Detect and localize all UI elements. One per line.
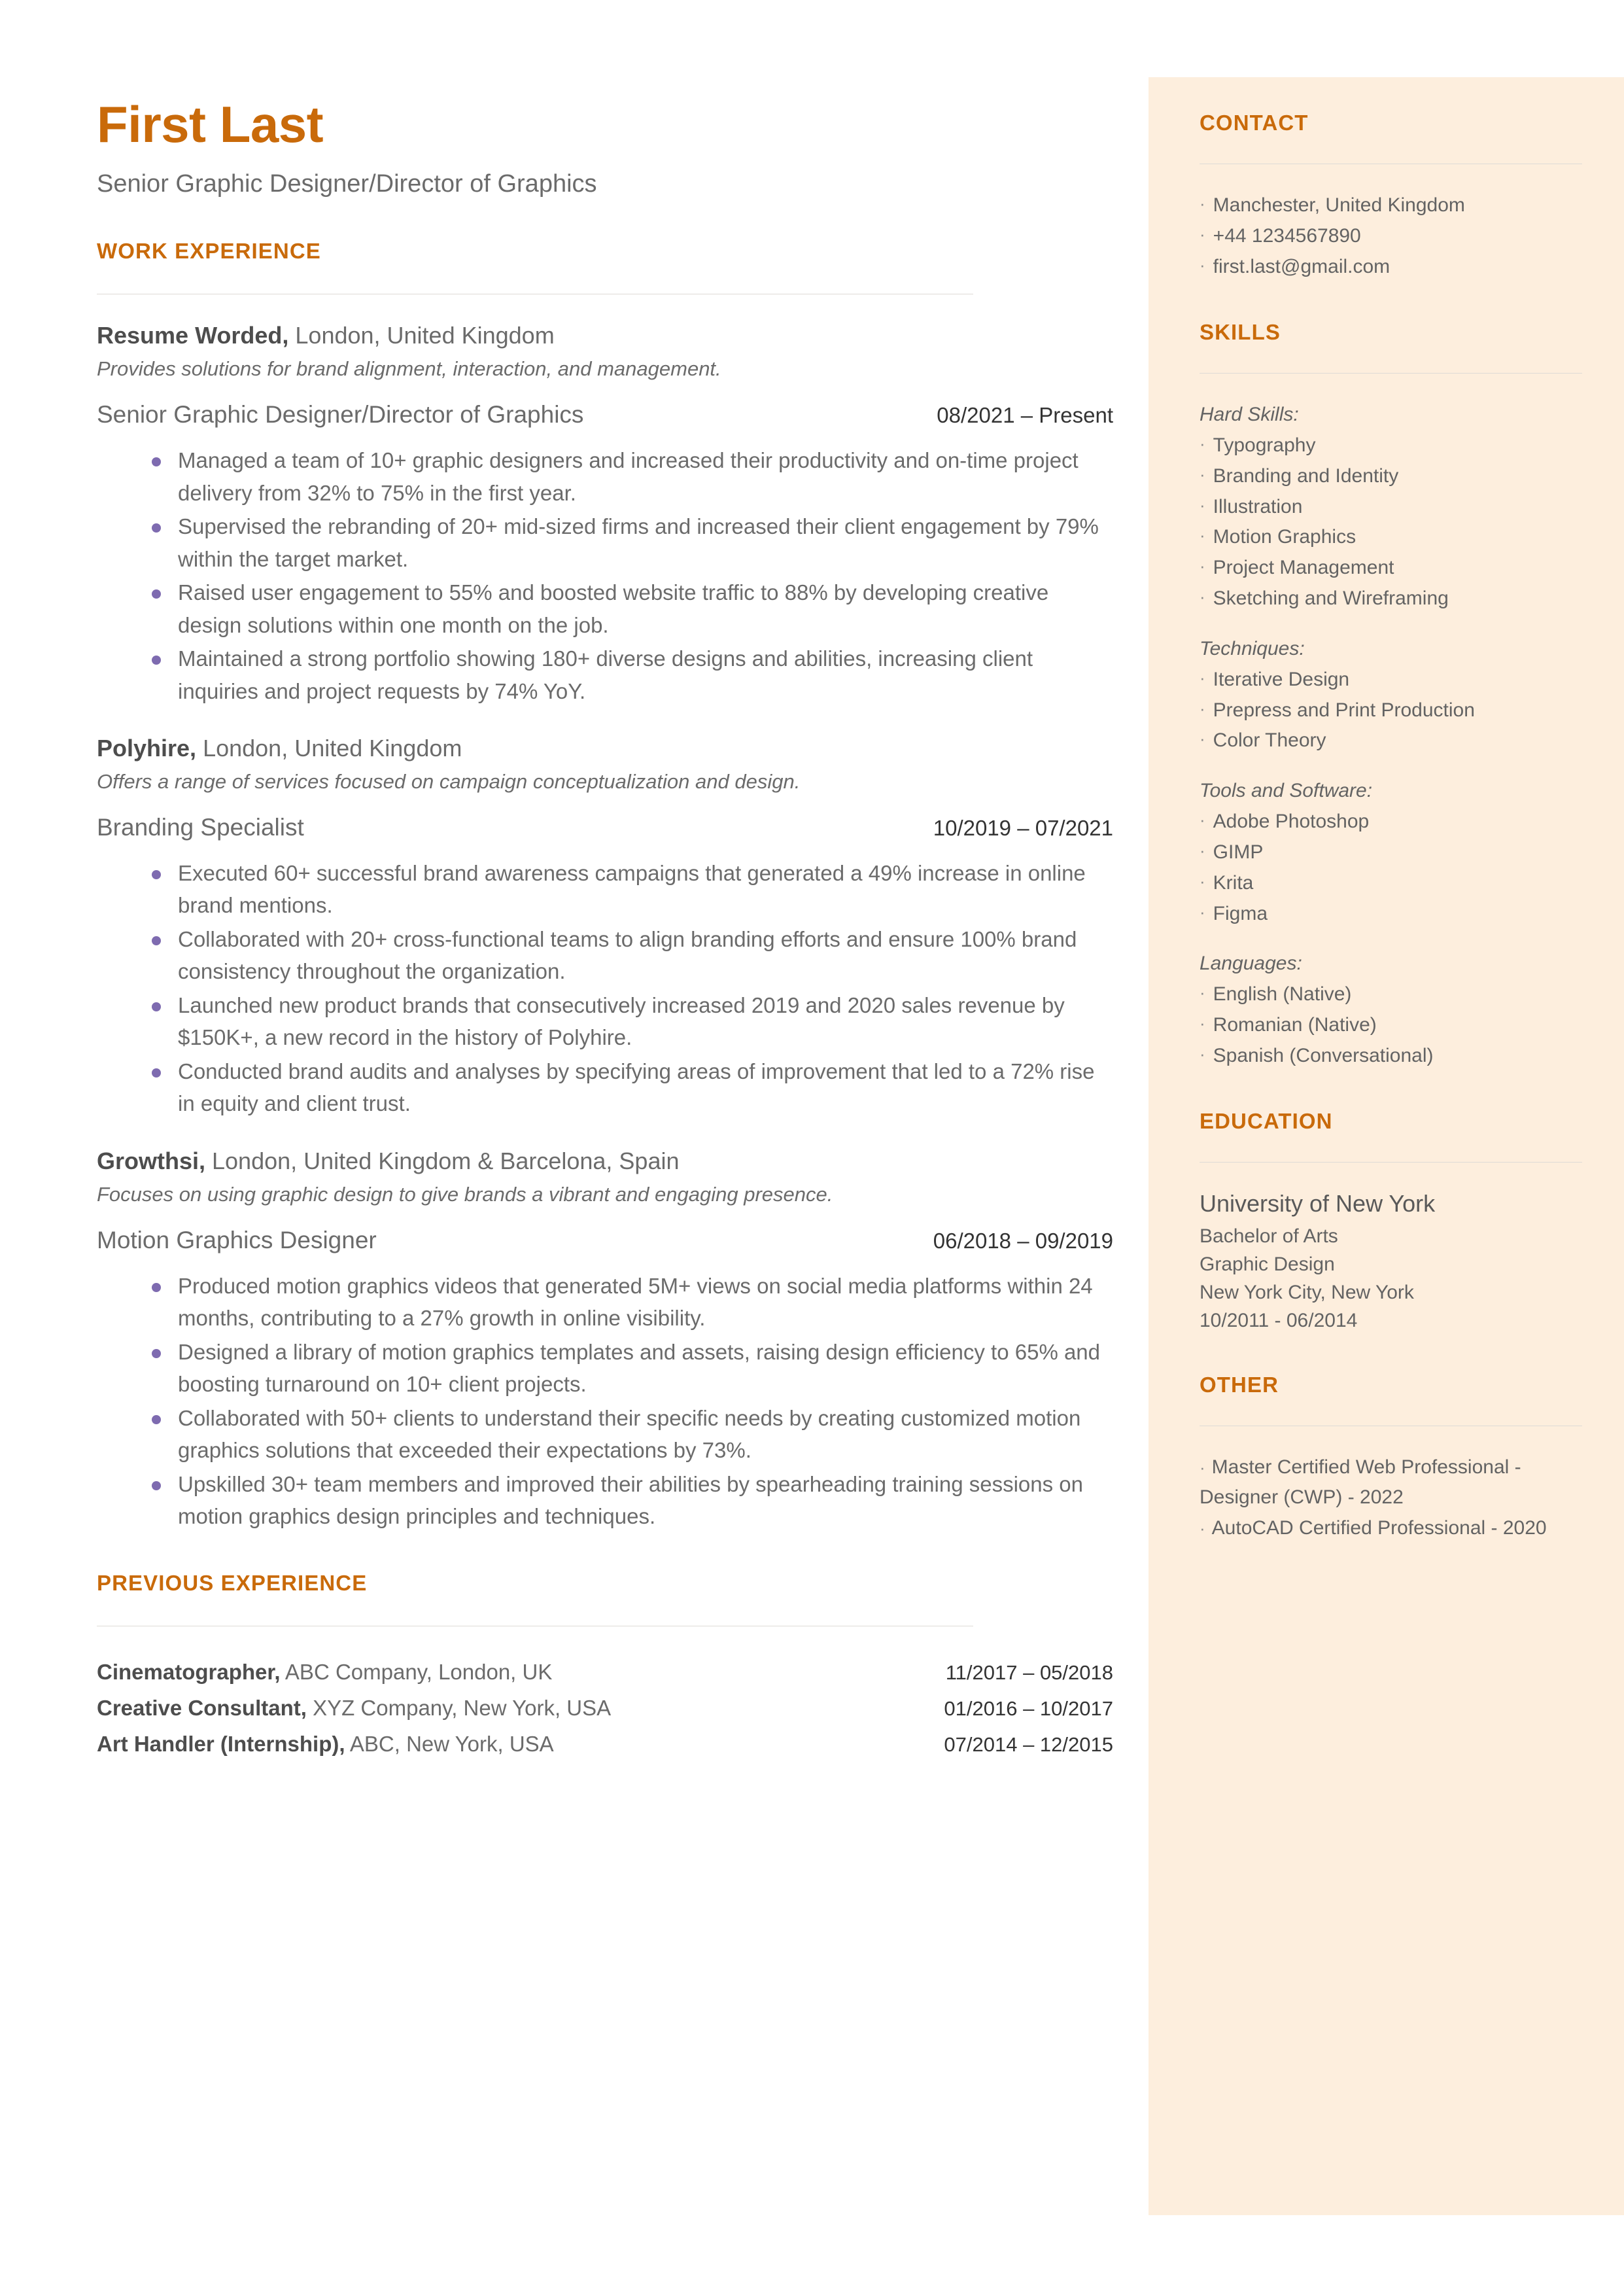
bullet-dot-icon xyxy=(152,870,161,879)
skill-text: Figma xyxy=(1213,902,1268,924)
skill-text: Adobe Photoshop xyxy=(1213,811,1370,833)
section-heading-contact: CONTACT xyxy=(1200,111,1309,135)
previous-role-dates: 11/2017 – 05/2018 xyxy=(945,1660,1113,1684)
skill-group-list xyxy=(1200,807,1582,929)
previous-role xyxy=(97,1692,611,1725)
achievement-text: Conducted brand audits and analyses by specifying areas of improvement that led to a 72% rise in equity and client trust. xyxy=(178,1059,1095,1116)
bullet-dot-icon: · xyxy=(1200,224,1205,245)
skill-text: English (Native) xyxy=(1213,983,1352,1006)
company-description: Focuses on using graphic design to give brands a vibrant and engaging presence. xyxy=(97,1182,833,1206)
contact-text: Manchester, United Kingdom xyxy=(1213,194,1465,217)
achievement-list xyxy=(97,444,1117,707)
bullet-dot-icon xyxy=(152,523,161,533)
previous-role-detail: ABC Company, London, UK xyxy=(280,1659,553,1684)
bullet-dot-icon: · xyxy=(1200,902,1205,922)
skill-text: Sketching and Wireframing xyxy=(1213,587,1449,609)
skill-text: Spanish (Conversational) xyxy=(1213,1044,1434,1066)
skill-group-list xyxy=(1200,430,1582,614)
skill-group-label: Languages: xyxy=(1200,953,1302,975)
bullet-dot-icon: · xyxy=(1200,983,1205,1003)
bullet-dot-icon xyxy=(152,1481,161,1490)
achievement-text: Managed a team of 10+ graphic designers and increased their productivity and on-time project delivery from 32% to 75% in the first year. xyxy=(178,448,1079,505)
achievement-text: Executed 60+ successful brand awareness campaigns that generated a 49% increase in online brand mentions. xyxy=(178,860,1086,918)
previous-role-title: Art Handler (Internship), xyxy=(97,1731,345,1756)
skill-text: GIMP xyxy=(1213,841,1264,863)
previous-experience-row xyxy=(97,1656,1113,1689)
skill-group-label: Tools and Software: xyxy=(1200,780,1373,802)
section-heading-skills: SKILLS xyxy=(1200,319,1281,344)
previous-role-dates: 01/2016 – 10/2017 xyxy=(944,1696,1113,1720)
skill-group-list xyxy=(1200,979,1582,1071)
achievement-text: Collaborated with 20+ cross-functional teams to align branding efforts and ensure 100% brand consistency throughout the organization. xyxy=(178,926,1077,984)
bullet-dot-icon xyxy=(152,936,161,945)
achievement-text: Supervised the rebranding of 20+ mid-sized firms and increased their client engagement by 79% within the target market. xyxy=(178,514,1099,571)
section-heading-work-experience: WORK EXPERIENCE xyxy=(97,239,321,264)
achievement-text: Maintained a strong portfolio showing 180+ diverse designs and abilities, increasing client inquiries and project requests by 74% YoY. xyxy=(178,646,1033,703)
list-item xyxy=(152,1468,1117,1533)
previous-role xyxy=(97,1728,554,1761)
bullet-dot-icon xyxy=(152,457,161,466)
achievement-list xyxy=(97,1270,1117,1533)
section-heading-previous-experience: PREVIOUS EXPERIENCE xyxy=(97,1570,368,1595)
list-item xyxy=(152,1336,1117,1401)
list-item xyxy=(152,1270,1117,1335)
work-experience-entry xyxy=(97,1146,1117,1533)
bullet-dot-icon xyxy=(152,589,161,599)
role-title: Senior Graphic Designer/Director of Graphics xyxy=(97,400,584,428)
list-item xyxy=(152,923,1117,988)
bullet-dot-icon: · xyxy=(1200,586,1205,606)
list-item xyxy=(152,642,1117,707)
section-heading-other: OTHER xyxy=(1200,1372,1279,1397)
skill-group-label: Techniques: xyxy=(1200,637,1305,659)
skill-text: Color Theory xyxy=(1213,729,1326,752)
contact-item[interactable] xyxy=(1200,252,1582,283)
role-title: Branding Specialist xyxy=(97,813,304,841)
certification-text: AutoCAD Certified Professional - 2020 xyxy=(1211,1516,1547,1539)
headline: Senior Graphic Designer/Director of Graphics xyxy=(97,169,597,198)
company-location: London, United Kingdom xyxy=(288,322,555,349)
page-title: First Last xyxy=(97,96,324,153)
skill-text: Motion Graphics xyxy=(1213,526,1356,548)
work-experience-entry xyxy=(97,733,1117,1120)
previous-role-title: Creative Consultant, xyxy=(97,1695,307,1720)
achievement-text: Upskilled 30+ team members and improved their abilities by spearheading training sessions on motion graphics design principles and techniques. xyxy=(178,1471,1083,1529)
contact-text: +44 1234567890 xyxy=(1213,225,1361,247)
previous-experience-row xyxy=(97,1728,1113,1761)
bullet-dot-icon: · xyxy=(1200,464,1205,484)
skill-item xyxy=(1200,837,1582,868)
section-divider xyxy=(1200,373,1582,374)
skill-item xyxy=(1200,1041,1582,1072)
skill-text: Prepress and Print Production xyxy=(1213,699,1475,721)
role-title: Motion Graphics Designer xyxy=(97,1226,377,1253)
bullet-dot-icon xyxy=(152,1002,161,1011)
section-divider xyxy=(1200,1162,1582,1163)
previous-role-detail: XYZ Company, New York, USA xyxy=(306,1695,612,1720)
company-name: Polyhire, xyxy=(97,735,197,762)
list-item xyxy=(152,1055,1117,1120)
skill-item xyxy=(1200,1010,1582,1041)
bullet-dot-icon xyxy=(152,1415,161,1424)
skill-item xyxy=(1200,868,1582,899)
bullet-dot-icon: · xyxy=(1200,667,1205,688)
company-description: Offers a range of services focused on campaign conceptualization and design. xyxy=(97,769,801,793)
achievement-text: Produced motion graphics videos that generated 5M+ views on social media platforms within 24 months, contributing to a 27% growth in online visibility. xyxy=(178,1273,1093,1331)
skills-groups xyxy=(1200,400,1582,1072)
list-item xyxy=(152,857,1117,922)
bullet-dot-icon: · xyxy=(1200,1043,1205,1064)
spacer xyxy=(1200,929,1582,949)
company-location: London, United Kingdom xyxy=(196,735,462,762)
list-item xyxy=(152,444,1117,509)
skill-text: Typography xyxy=(1213,434,1316,456)
skill-item xyxy=(1200,665,1582,695)
achievement-list xyxy=(97,857,1117,1120)
sidebar xyxy=(1149,77,1624,2215)
bullet-dot-icon: · xyxy=(1200,254,1205,275)
role-row xyxy=(97,813,1113,843)
education-entry xyxy=(1200,1189,1582,1335)
company-line xyxy=(97,1146,1117,1177)
skill-item xyxy=(1200,492,1582,523)
role-dates: 06/2018 – 09/2019 xyxy=(933,1228,1113,1253)
education-field: Graphic Design xyxy=(1200,1253,1335,1276)
contact-item[interactable] xyxy=(1200,190,1582,221)
certification-text: Master Certified Web Professional - Designer (CWP) - 2022 xyxy=(1200,1456,1521,1509)
bullet-dot-icon: · xyxy=(1200,698,1205,718)
previous-role-dates: 07/2014 – 12/2015 xyxy=(944,1732,1113,1756)
achievement-text: Raised user engagement to 55% and boosted website traffic to 88% by developing creative design solutions within one month on the job. xyxy=(178,580,1049,637)
skill-text: Branding and Identity xyxy=(1213,464,1399,487)
bullet-dot-icon xyxy=(152,1283,161,1292)
bullet-dot-icon xyxy=(152,1068,161,1077)
bullet-dot-icon: · xyxy=(1200,810,1205,830)
skill-item xyxy=(1200,899,1582,930)
skill-item xyxy=(1200,695,1582,726)
skill-text: Illustration xyxy=(1213,495,1303,517)
previous-experience-list xyxy=(97,1656,1117,1760)
main-column xyxy=(97,98,1117,1764)
company-line xyxy=(97,321,1117,351)
contact-text: first.last@gmail.com xyxy=(1213,255,1391,277)
spacer xyxy=(1200,756,1582,776)
achievement-text: Launched new product brands that consecutively increased 2019 and 2020 sales revenue by $150K+, a new record in the history of Polyhire. xyxy=(178,992,1065,1050)
bullet-dot-icon: · xyxy=(1200,1457,1205,1477)
section-heading-education: EDUCATION xyxy=(1200,1108,1333,1133)
education-degree: Bachelor of Arts xyxy=(1200,1225,1338,1247)
list-item xyxy=(152,576,1117,641)
skill-item xyxy=(1200,726,1582,756)
achievement-text: Collaborated with 50+ clients to understand their specific needs by creating customized motion graphics solutions that exceeded their expectations by 73%. xyxy=(178,1405,1081,1463)
skill-group-list xyxy=(1200,665,1582,756)
bullet-dot-icon: · xyxy=(1200,729,1205,749)
certification-item xyxy=(1200,1452,1582,1513)
skill-item xyxy=(1200,553,1582,584)
bullet-dot-icon xyxy=(152,1349,161,1358)
skill-item xyxy=(1200,522,1582,553)
skill-text: Krita xyxy=(1213,871,1254,894)
work-experience-list xyxy=(97,321,1117,1533)
company-name: Growthsi, xyxy=(97,1147,206,1174)
bullet-dot-icon: · xyxy=(1200,1518,1205,1538)
role-row xyxy=(97,400,1113,430)
company-name: Resume Worded, xyxy=(97,322,289,349)
bullet-dot-icon: · xyxy=(1200,1013,1205,1034)
certification-item xyxy=(1200,1513,1582,1544)
bullet-dot-icon: · xyxy=(1200,525,1205,546)
previous-role-detail: ABC, New York, USA xyxy=(345,1731,554,1756)
list-item xyxy=(152,1402,1117,1467)
bullet-dot-icon xyxy=(152,656,161,665)
education-location: New York City, New York xyxy=(1200,1282,1414,1304)
company-line xyxy=(97,733,1117,764)
skill-text: Romanian (Native) xyxy=(1213,1014,1377,1036)
company-description: Provides solutions for brand alignment, interaction, and management. xyxy=(97,357,721,380)
bullet-dot-icon: · xyxy=(1200,495,1205,515)
bullet-dot-icon: · xyxy=(1200,840,1205,860)
previous-experience-row xyxy=(97,1692,1113,1725)
skill-text: Project Management xyxy=(1213,557,1394,579)
skill-item xyxy=(1200,461,1582,492)
skill-item xyxy=(1200,979,1582,1010)
bullet-dot-icon: · xyxy=(1200,433,1205,453)
bullet-dot-icon: · xyxy=(1200,871,1205,891)
achievement-text: Designed a library of motion graphics templates and assets, raising design efficiency to 65% and boosting turnaround on 10+ client projects. xyxy=(178,1339,1101,1397)
skill-group-label: Hard Skills: xyxy=(1200,403,1299,425)
bullet-dot-icon: · xyxy=(1200,556,1205,576)
list-item xyxy=(152,989,1117,1054)
company-location: London, United Kingdom & Barcelona, Spain xyxy=(205,1147,680,1174)
bullet-dot-icon: · xyxy=(1200,194,1205,214)
other-list xyxy=(1200,1452,1582,1544)
skill-item xyxy=(1200,584,1582,614)
list-item xyxy=(152,510,1117,575)
role-dates: 08/2021 – Present xyxy=(937,402,1113,427)
spacer xyxy=(1200,614,1582,634)
skill-text: Iterative Design xyxy=(1213,668,1350,690)
education-school: University of New York xyxy=(1200,1190,1436,1218)
skill-item xyxy=(1200,807,1582,837)
skill-item xyxy=(1200,430,1582,461)
education-dates: 10/2011 - 06/2014 xyxy=(1200,1310,1358,1332)
contact-list xyxy=(1200,190,1582,282)
previous-role-title: Cinematographer, xyxy=(97,1659,281,1684)
role-row xyxy=(97,1225,1113,1255)
work-experience-entry xyxy=(97,321,1117,707)
role-dates: 10/2019 – 07/2021 xyxy=(933,815,1113,840)
contact-item[interactable] xyxy=(1200,221,1582,252)
previous-role xyxy=(97,1656,552,1689)
